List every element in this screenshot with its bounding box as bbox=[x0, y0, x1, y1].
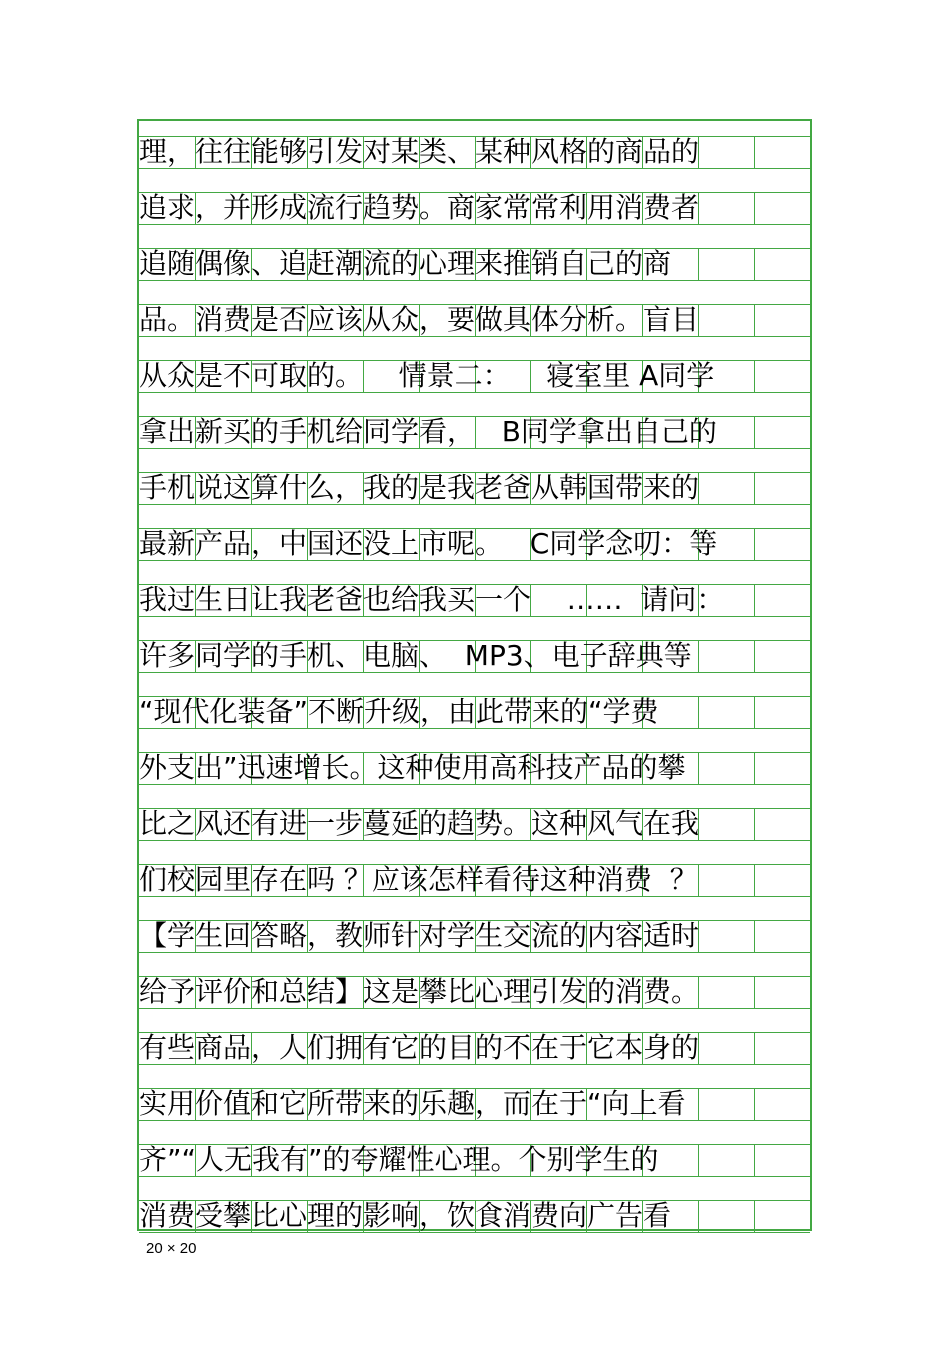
cell-divider bbox=[698, 696, 699, 728]
text-line: “现代化装备”不断升级，由此带来的“学费 bbox=[139, 695, 659, 728]
grid-row bbox=[139, 737, 810, 793]
grid-row bbox=[139, 569, 810, 625]
grid-row bbox=[139, 625, 810, 681]
text-line: 有些商品，人们拥有它的目的不在于它本身的 bbox=[139, 1031, 700, 1064]
grid-row bbox=[139, 793, 810, 849]
text-line: 消费受攀比心理的影响，饮食消费向广告看 bbox=[139, 1199, 672, 1232]
text-line: 齐”“人无我有”的夸耀性心理。个别学生的 bbox=[139, 1143, 659, 1176]
text-line: 理，往往能够引发对某类、某种风格的商品的 bbox=[139, 135, 700, 168]
grid-row bbox=[139, 289, 810, 345]
cell-divider bbox=[754, 416, 755, 448]
cell-divider bbox=[754, 1088, 755, 1120]
text-line: 我过生日让我老爸也给我买一个 …… 请问： bbox=[139, 583, 725, 616]
cell-divider bbox=[754, 584, 755, 616]
text-line: 追随偶像、追赶潮流的心理来推销自己的商 bbox=[139, 247, 672, 280]
grid-row bbox=[139, 849, 810, 905]
grid-row bbox=[139, 961, 810, 1017]
cell-divider bbox=[754, 640, 755, 672]
grid-size-label: 20 × 20 bbox=[146, 1240, 197, 1257]
grid-row bbox=[139, 401, 810, 457]
grid-row bbox=[139, 1073, 810, 1129]
text-line: 【学生回答略，教师针对学生交流的内容适时 bbox=[139, 919, 700, 952]
grid-row bbox=[139, 1129, 810, 1185]
cell-divider bbox=[754, 864, 755, 896]
cell-divider bbox=[698, 1200, 699, 1232]
text-line: 拿出新买的手机给同学看， B同学拿出自己的 bbox=[139, 415, 717, 448]
cell-divider bbox=[754, 528, 755, 560]
text-line: 外支出”迅速增长。这种使用高科技产品的攀 bbox=[139, 751, 686, 784]
text-line: 从众是不可取的。 情景二： 寝室里 A同学 bbox=[139, 359, 715, 392]
grid-row bbox=[139, 1017, 810, 1073]
cell-divider bbox=[698, 1144, 699, 1176]
cell-divider bbox=[754, 1144, 755, 1176]
text-line: 许多同学的手机、电脑、 MP3、电子辞典等 bbox=[139, 639, 692, 672]
text-line: 手机说这算什么，我的是我老爸从韩国带来的 bbox=[139, 471, 700, 504]
cell-divider bbox=[754, 248, 755, 280]
text-line: 比之风还有进一步蔓延的趋势。这种风气在我 bbox=[139, 807, 700, 840]
text-line: 最新产品，中国还没上市呢。 C同学念叨：等 bbox=[139, 527, 718, 560]
grid-row bbox=[139, 233, 810, 289]
cell-divider bbox=[754, 696, 755, 728]
cell-divider bbox=[698, 1088, 699, 1120]
cell-divider bbox=[698, 248, 699, 280]
cell-divider bbox=[698, 752, 699, 784]
grid-row bbox=[139, 177, 810, 233]
text-line: 给予评价和总结】这是攀比心理引发的消费。 bbox=[139, 975, 700, 1008]
grid-row bbox=[139, 121, 810, 177]
cell-divider bbox=[754, 808, 755, 840]
cell-divider bbox=[754, 360, 755, 392]
text-line: 们校园里存在吗 ？应该怎样看待这种消费 ？ bbox=[139, 863, 698, 896]
cell-divider bbox=[754, 976, 755, 1008]
grid-row bbox=[139, 345, 810, 401]
grid-row bbox=[139, 457, 810, 513]
cell-divider bbox=[698, 864, 699, 896]
grid-row bbox=[139, 905, 810, 961]
cell-divider bbox=[754, 472, 755, 504]
text-line: 追求，并形成流行趋势。商家常常利用消费者 bbox=[139, 191, 700, 224]
grid-row bbox=[139, 513, 810, 569]
cell-divider bbox=[754, 136, 755, 168]
cell-divider bbox=[754, 304, 755, 336]
cell-divider bbox=[754, 1032, 755, 1064]
cell-divider bbox=[754, 752, 755, 784]
grid-row bbox=[139, 681, 810, 737]
cell-divider bbox=[754, 920, 755, 952]
cell-divider bbox=[754, 192, 755, 224]
manuscript-grid bbox=[137, 119, 812, 1231]
text-line: 品。消费是否应该从众，要做具体分析。盲目 bbox=[139, 303, 700, 336]
cell-divider bbox=[698, 640, 699, 672]
grid-row bbox=[139, 1185, 810, 1241]
cell-divider bbox=[754, 1200, 755, 1232]
text-line: 实用价值和它所带来的乐趣，而在于“向上看 bbox=[139, 1087, 686, 1120]
